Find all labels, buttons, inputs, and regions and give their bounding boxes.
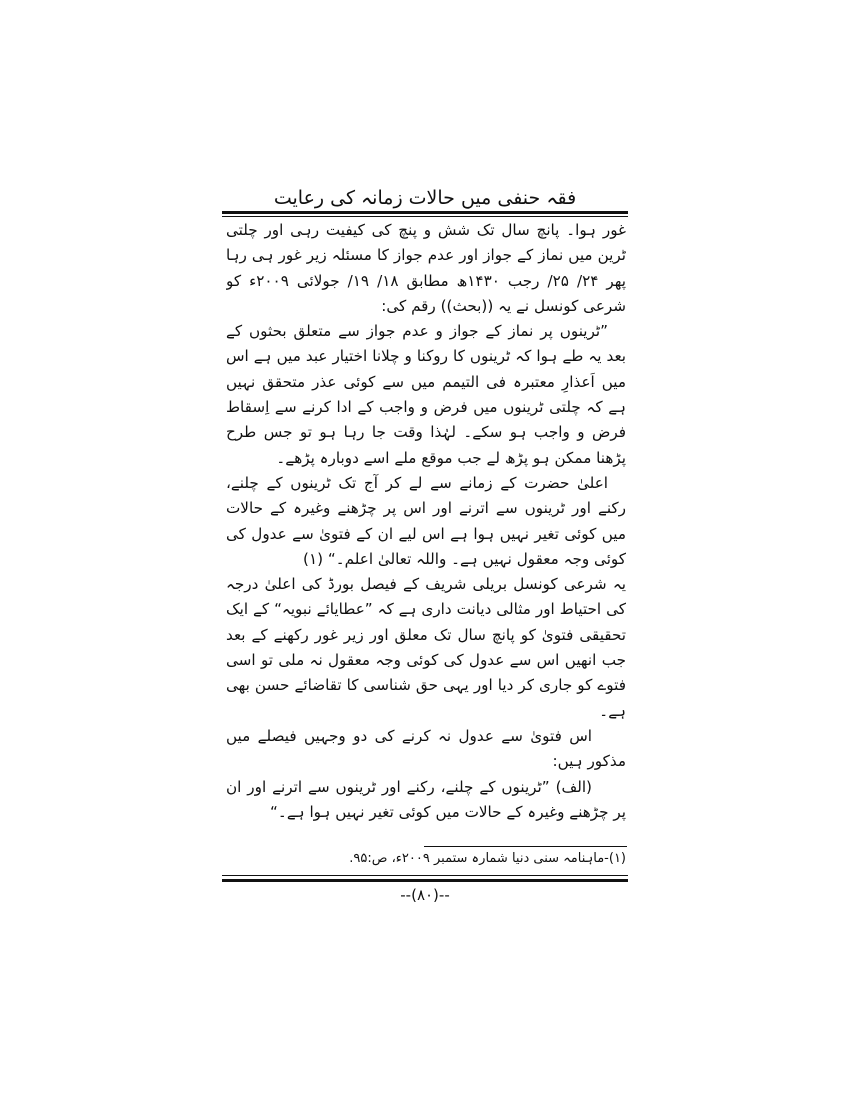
footer-rule-thin xyxy=(222,875,628,876)
footer-rule-thick xyxy=(222,879,628,882)
paragraph-intro: غور ہوا۔ پانچ سال تک شش و پنچ کی کیفیت رہی اور چلتی ٹرین میں نماز کے جواز اور عدم جواز کا مسئلہ زیر غور ہی رہا پھر ۲۴/ ۲۵/ رجب ۱۴۳۰ھ مطابق ۱۸/ ۱۹/ جولائی ۲۰۰۹ء کو شرعی کونسل نے یہ ((بحث)) رقم کی: xyxy=(226,221,626,315)
running-header-title: فقہ حنفی میں حالات زمانہ کی رعایت xyxy=(273,187,577,209)
page-number: --(۸۰)-- xyxy=(400,886,450,904)
footnote: (۱)-ماہنامہ سنی دنیا شمارہ ستمبر ۲۰۰۹ء، ص:۹۵. xyxy=(349,851,626,866)
header-rule-thick xyxy=(222,211,628,214)
paragraph-two-reasons: اس فتویٰ سے عدول نہ کرنے کی دو وجہیں فیصلے میں مذکور ہیں: xyxy=(226,726,626,771)
paragraph-council-commentary: یہ شرعی کونسل بریلی شریف کے فیصل بورڈ کی اعلیٰ درجہ کی احتیاط اور مثالی دیانت داری ہے کہ ”عطایائے نبویہ“ کے ایک تحقیقی فتویٰ کو پانچ سال تک معلق اور زیر غور رکھنے کے بعد جب انھیں اس سے عدول کی کوئی وجہ معقول نہ ملی تو اسی فتوے کو جاری کر دیا اور یہی حق شناسی کا تقاضائے حسن بھی ہے۔ xyxy=(226,575,626,720)
paragraph-fatwa-quote-continued: اعلیٰ حضرت کے زمانے سے لے کر آج تک ٹرینوں کے چلنے، رکنے اور ٹرینوں سے اترنے اور اس پر چڑھنے وغیرہ کے حالات میں کوئی تغیر نہیں ہوا ہے اس لیے ان کے فتویٰ سے عدول کی کوئی وجہ معقول نہیں ہے۔ واللہ تعالیٰ اعلم۔“ (۱) xyxy=(226,473,626,568)
footnote-separator xyxy=(424,846,627,847)
paragraph-reason-alif: (الف) ”ٹرینوں کے چلنے، رکنے اور ٹرینوں سے اترنے اور ان پر چڑھنے وغیرہ کے حالات میں کوئی تغیر نہیں ہوا ہے۔“ xyxy=(226,777,626,821)
header-rule-thin xyxy=(222,216,628,217)
body-text xyxy=(226,218,626,828)
paragraph-discussion xyxy=(226,825,626,828)
paragraph-fatwa-quote: ”ٹرینوں پر نماز کے جواز و عدم جواز سے متعلق بحثوں کے بعد یہ طے ہوا کہ ٹرینوں کا روکنا و چلانا اختیار عبد میں ہے اس میں اَعذارِ معتبرہ فی التیمم میں سے کوئی عذر متحقق نہیں ہے کہ چلتی ٹرینوں میں فرض و واجب کے ادا کرنے سے اِسقاط فرض و واجب ہو سکے۔ لہٰذا وقت جا رہا ہو تو جس طرح پڑھنا ممکن ہو پڑھ لے جب موقع ملے اسے دوبارہ پڑھے۔ xyxy=(226,322,626,467)
